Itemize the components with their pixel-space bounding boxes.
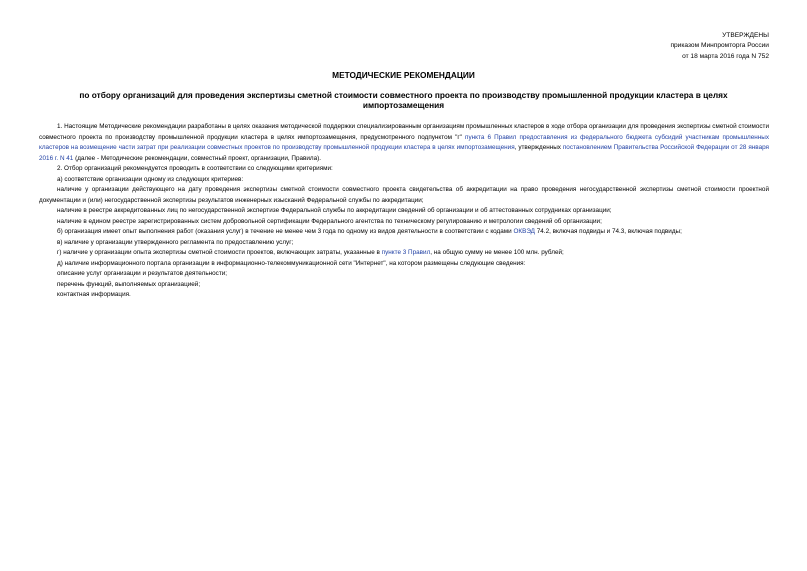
paragraph-7-text-b: 74.2, включая подвиды и 74.3, включая подвиды; xyxy=(534,228,682,235)
paragraph-2: 2. Отбор организаций рекомендуется проводить в соответствии со следующими критериями: xyxy=(57,165,333,172)
paragraph-7 xyxy=(39,227,769,238)
paragraph-1-text-a: 1. Настоящие Методические рекомендации разработаны в целях оказания методической поддержки специализированным организациям промышленных кластеров в ходе отбора организации для проведения экспертизы сметной стоимости совместного проекта по производству промышленной продукции кластера в целях импортозамещения, предусмотренного подпунктом "г" xyxy=(39,123,769,141)
link-okved[interactable]: ОКВЭД xyxy=(513,228,535,235)
link-rules-item-3[interactable]: пункте 3 Правил xyxy=(381,249,431,256)
paragraph-1-text-c: (далее - Методические рекомендации, совместный проект, организации, Правила). xyxy=(73,154,322,162)
approval-line-2: приказом Минпромторга России xyxy=(670,42,769,50)
link-government-decree[interactable]: постановлением Правительства Российской Федерации от 28 января 2016 г. N 41 xyxy=(39,144,769,162)
approval-line-1: УТВЕРЖДЕНЫ xyxy=(722,32,769,39)
paragraph-5: наличие в реестре аккредитованных лиц по негосударственной экспертизе Федеральной службы по аккредитации сведений об организации и об аттестованных сотрудниках организации; xyxy=(57,207,612,214)
paragraph-1-text-b: , утвержденных xyxy=(514,144,563,151)
paragraph-11: описание услуг организации и результатов деятельности; xyxy=(57,270,228,277)
paragraph-7-text-a: б) организация имеет опыт выполнения работ (оказания услуг) в течение не менее чем 3 года по одному из видов деятельности в соответствии с кодами xyxy=(57,228,514,235)
paragraph-4: наличие у организации действующего на дату проведения экспертизы сметной стоимости совместного проекта свидетельства об аккредитации на право проведения негосударственной экспертизы сметной стоимости проектной документации и (или) негосударственной экспертизы результатов инженерных изысканий Федеральной службы по аккредитации; xyxy=(39,186,769,204)
document-body xyxy=(39,122,769,301)
paragraph-9-text-a: г) наличие у организации опыта экспертизы сметной стоимости проектов, включающих затраты, указанные в xyxy=(57,249,382,256)
paragraph-12: перечень функций, выполняемых организацией; xyxy=(57,280,201,288)
approval-line-3: от 18 марта 2016 года N 752 xyxy=(682,52,769,60)
document-title: МЕТОДИЧЕСКИЕ РЕКОМЕНДАЦИИ xyxy=(332,70,475,80)
paragraph-9 xyxy=(39,248,769,259)
document-subtitle: по отбору организаций для проведения экспертизы сметной стоимости совместного проекта по производству промышленной продукции кластера в целях импортозамещения xyxy=(79,90,728,110)
paragraph-8: в) наличие у организации утвержденного регламента по предоставлению услуг; xyxy=(57,238,294,246)
link-rules-item-6[interactable]: пункта 6 Правил предоставления из федерального бюджета субсидий участникам промышленных кластеров на возмещение части затрат при реализации совместных проектов по производству промышленной продукции кластера в целях импортозамещения xyxy=(39,133,769,151)
paragraph-9-text-b: , на общую сумму не менее 100 млн. рублей; xyxy=(430,249,564,256)
paragraph-13: контактная информация. xyxy=(57,291,131,298)
paragraph-1 xyxy=(39,122,769,164)
paragraph-10: д) наличие информационного портала организации в информационно-телекоммуникационной сети "Интернет", на котором размещены следующие сведения: xyxy=(57,259,526,267)
approval-block xyxy=(670,31,769,62)
paragraph-6: наличие в едином реестре зарегистрированных систем добровольной сертификации Федерального агентства по техническому регулированию и метрологии сведений об организации; xyxy=(57,217,602,225)
paragraph-3: а) соответствие организации одному из следующих критериев: xyxy=(57,175,244,183)
